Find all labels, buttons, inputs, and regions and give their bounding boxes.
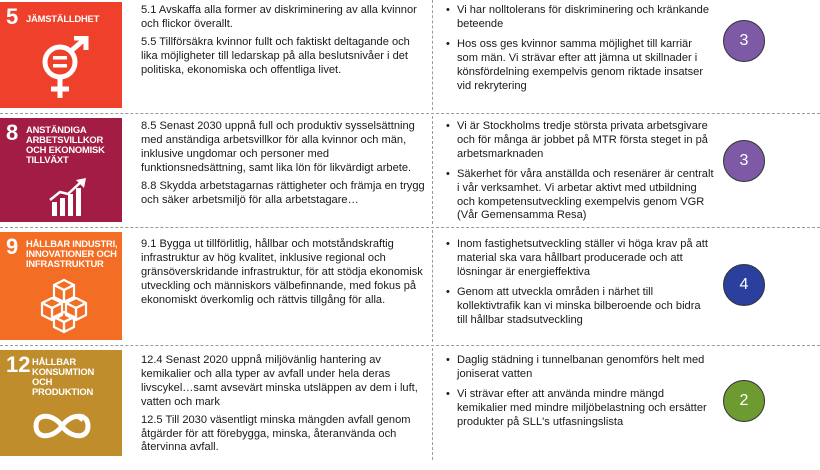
column-divider (432, 0, 433, 110)
goal-tile-12 (0, 350, 122, 456)
bullet-dot: • (446, 167, 450, 180)
target-text: 8.5 Senast 2030 uppnå full och produktiv sysselsättning med anständiga arbetsvillkor för alla kvinnor och män, inklusive ungdomar och personer med funktionsnedsättning, samt lika lön för likvärdigt arbete. (141, 120, 415, 174)
goal-row-9 (0, 230, 820, 342)
goal-number: 9 (6, 234, 19, 259)
bullet-dot: • (446, 387, 450, 400)
action-text: Inom fastighetsutveckling ställer vi höga krav på att material ska vara hållbart producerade och att lösningar är energieffektiva (457, 238, 708, 278)
score-badge: 3 (723, 140, 765, 182)
gender-equality-icon (36, 36, 92, 102)
target-text: 8.8 Skydda arbetstagarnas rättigheter och främja en trygg och säker arbetsmiljö för alla arbetstagare… (141, 179, 425, 206)
row-divider (0, 113, 820, 114)
goal-number: 8 (6, 120, 19, 145)
action-text: Vi strävar efter att använda mindre mängd kemikalier med mindre miljöbelastning och ersätter produkter på SLL's utfasningslista (457, 387, 707, 428)
growth-chart-icon (48, 178, 88, 216)
target-text: 5.1 Avskaffa alla former av diskriminering av alla kvinnor och flickor överallt. (141, 4, 417, 30)
score-badge: 3 (723, 20, 765, 62)
bullet-dot: • (446, 120, 450, 132)
goal-actions (446, 4, 714, 99)
bullet-dot: • (446, 37, 450, 50)
goal-label: ANSTÄNDIGA ARBETSVILLKOR OCH EKONOMISK TILLVÄXT (26, 124, 105, 165)
action-text: Säkerhet för våra anställda och resenärer är centralt i vår verksamhet. Vi arbetar aktivt med utbildning och kompetensutveckling exempelvis genom VGR (Vår Gemensamma Resa) (457, 167, 714, 222)
action-text: Hos oss ges kvinnor samma möjlighet till karriär som män. Vi strävar efter att jämna ut skillnader i könsfördelning exempelvis genom riktade insatser vid rekrytering (457, 37, 704, 92)
action-item (446, 38, 714, 94)
goal-targets (141, 4, 426, 82)
action-item (446, 4, 714, 32)
goal-tile-9 (0, 232, 122, 340)
goal-actions (446, 354, 714, 436)
target-text: 5.5 Tillförsäkra kvinnor fullt och faktiskt deltagande och lika möjligheter till ledarskap på alla beslutsnivåer i det politiska, ekonomiska och offentliga livet. (141, 35, 410, 76)
bullet-dot: • (446, 354, 450, 366)
goal-label: HÅLLBAR INDUSTRI, INNOVATIONER OCH INFRASTRUKTUR (26, 238, 118, 269)
goal-tile-5 (0, 2, 122, 108)
target-text: 12.4 Senast 2020 uppnå miljövänlig hantering av kemikalier och alla typer av avfall under hela deras livscykel…samt avsevärt minska utsläppen av dem i luft, vatten och mark (141, 354, 418, 408)
column-divider (432, 230, 433, 342)
goal-actions (446, 120, 714, 229)
goal-label: JÄMSTÄLLDHET (26, 13, 100, 24)
goal-number: 5 (6, 4, 19, 29)
action-item (446, 238, 714, 280)
column-divider (432, 348, 433, 460)
action-item (446, 388, 714, 430)
goal-targets (141, 120, 426, 211)
goal-targets (141, 354, 426, 459)
action-text: Genom att utveckla områden i närhet till kollektivtrafik kan vi minska bilberoende och bidra till hållbar stadsutveckling (457, 285, 701, 326)
bullet-dot: • (446, 238, 450, 250)
score-badge: 4 (723, 264, 765, 306)
goal-tile-8 (0, 118, 122, 222)
row-divider (0, 345, 820, 346)
action-item (446, 354, 714, 382)
goal-number: 12 (6, 352, 31, 377)
target-text: 9.1 Bygga ut tillförlitlig, hållbar och motståndskraftig infrastruktur av hög kvalitet, inklusive regional och gränsöverskridande infrastruktur, för att stödja ekonomisk utveckling och människors välbefinnande, med fokus på ekonomiskt överkomlig och rättvis tillgång för alla. (141, 238, 423, 306)
goal-row-5 (0, 0, 820, 110)
action-item (446, 286, 714, 328)
goal-targets (141, 238, 426, 312)
action-text: Vi har nolltolerans för diskriminering och kränkande beteende (457, 4, 709, 30)
goal-row-12 (0, 348, 820, 470)
goal-label: HÅLLBAR KONSUMTION OCH PRODUKTION (32, 356, 95, 397)
bullet-dot: • (446, 285, 450, 298)
target-text: 12.5 Till 2030 väsentligt minska mängden avfall genom åtgärder för att förebygga, minska, återanvända och återvinna avfall. (141, 413, 411, 454)
action-item (446, 168, 714, 224)
score-badge: 2 (723, 380, 765, 422)
bullet-dot: • (446, 4, 450, 16)
goal-row-8 (0, 116, 820, 224)
infinity-loop-icon (30, 408, 94, 444)
goal-actions (446, 238, 714, 333)
infrastructure-cubes-icon (40, 278, 88, 334)
column-divider (432, 116, 433, 224)
action-item (446, 120, 714, 162)
action-text: Daglig städning i tunnelbanan genomförs helt med joniserat vatten (457, 354, 705, 380)
action-text: Vi är Stockholms tredje största privata arbetsgivare och för många är jobbet på MTR första steget in på arbetsmarknaden (457, 120, 708, 160)
row-divider (0, 227, 820, 228)
